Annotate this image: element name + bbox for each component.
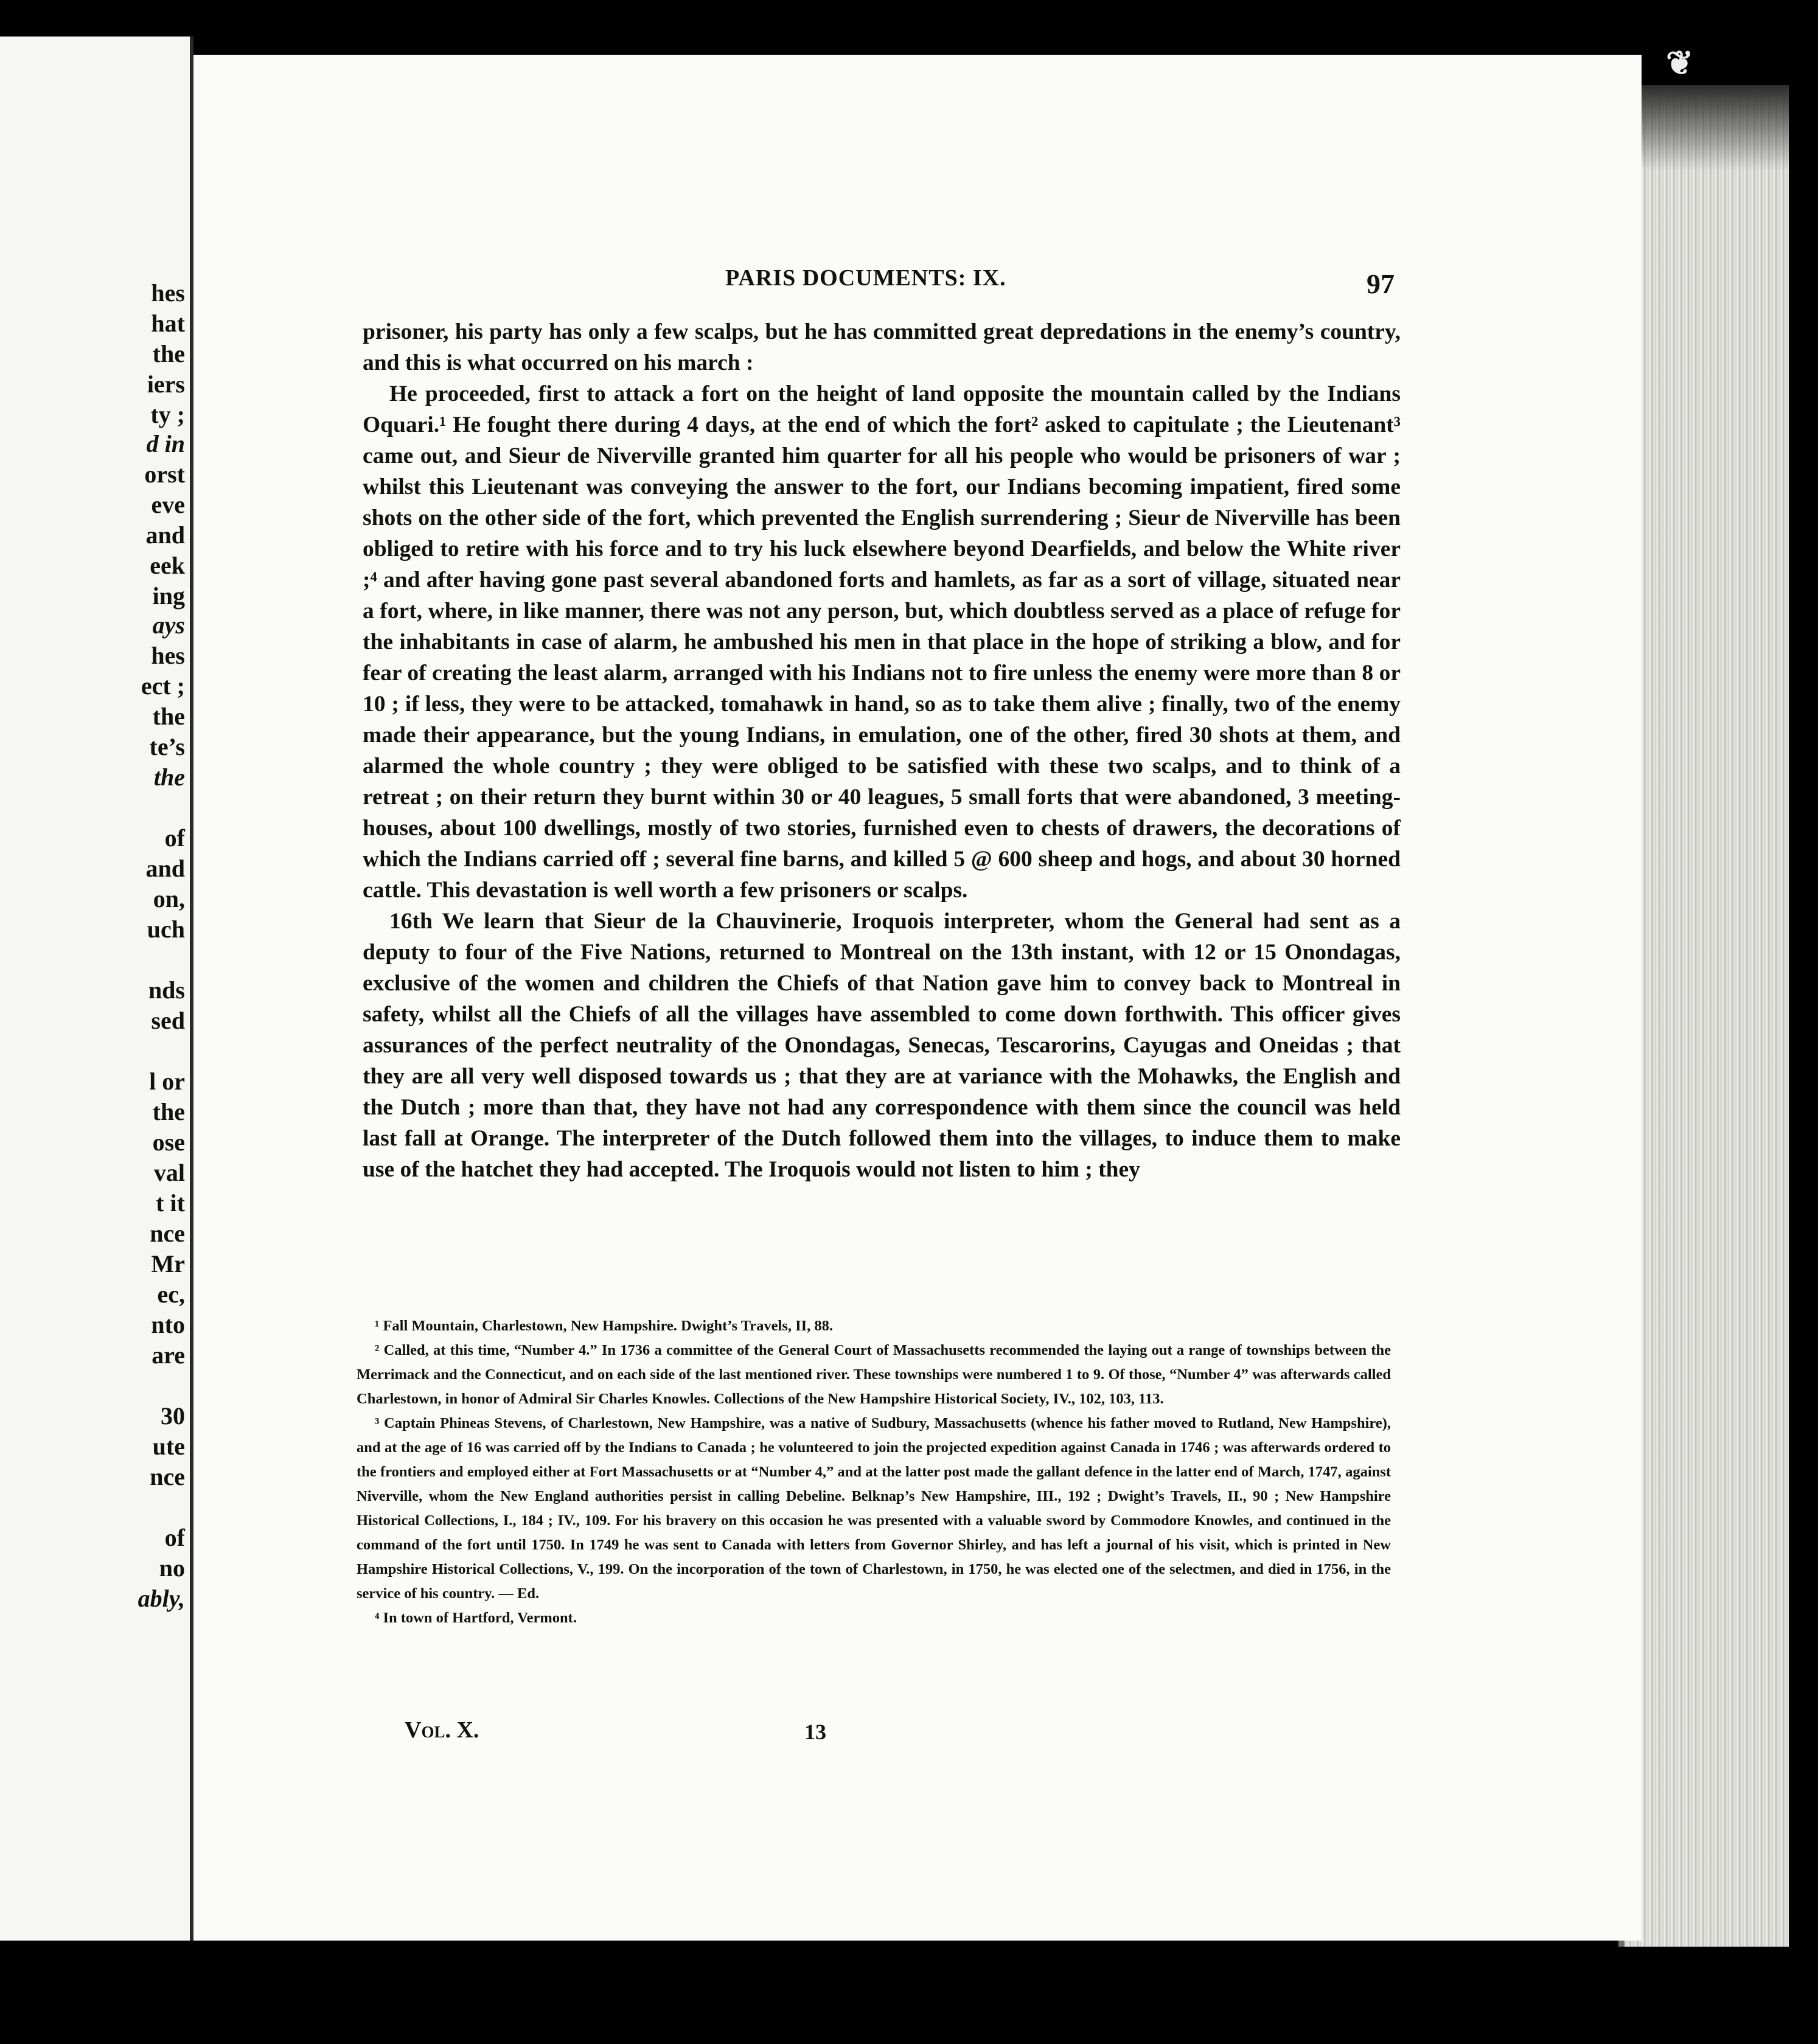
left-page-line-fragment: ose — [152, 1128, 185, 1156]
left-page-line-fragment: ec, — [157, 1281, 185, 1308]
left-page-line-fragment: of — [164, 824, 185, 852]
footnote: ⁴ In town of Hartford, Vermont. — [375, 1610, 577, 1626]
left-page-line-fragment: 30 — [161, 1402, 185, 1430]
body-text — [363, 316, 1401, 1185]
left-page-line-fragment: nds — [148, 976, 185, 1004]
paragraph: 16th We learn that Sieur de la Chauvinerie, Iroquois interpreter, whom the General had sent as a deputy to four of the Five Nations, returned to Montreal on the 13th instant, with 12 or 15 Onondagas, exclusive of the women and children the Chiefs of that Nation gave him to convey back to Montreal in safety, whilst all the Chiefs of all the villages have assembled to come down forthwith. This officer gives assurances of the perfect neutrality of the Onondagas, Senecas, Tescarorins, Cayugas and Oneidas ; that they are all very well disposed towards us ; that they are at variance with the Mohawks, the English and the Dutch ; more than that, they have not had any correspondence with them since the council was held last fall at Orange. The interpreter of the Dutch followed them into the villages, to induce them to make use of the hatchet they had accepted. The Iroquois would not listen to him ; they — [363, 909, 1401, 1182]
left-page-line-fragment: orst — [144, 461, 185, 488]
paragraph: prisoner, his party has only a few scalps, but he has committed great depredations in the enemy’s country, and this is what occurred on his march : — [363, 319, 1401, 375]
left-page-line-fragment: ect ; — [141, 672, 185, 700]
left-page-line-fragment: on, — [153, 885, 185, 912]
corner-mark: ❦ — [1666, 45, 1694, 82]
page-edges — [1618, 85, 1789, 1947]
left-page-line-fragment: t it — [156, 1189, 185, 1217]
left-page-line-fragment: l or — [149, 1068, 185, 1095]
left-page-line-fragment: d in — [146, 430, 185, 457]
left-page-line-fragment: the — [153, 763, 185, 791]
footnote: ² Called, at this time, “Number 4.” In 1736 a committee of the General Court of Massachusetts recommended the laying out a range of townships between the Merrimack and the Connecticut, and on each side of the last mentioned river. These townships were numbered 1 to 9. Of those, “Number 4” was afterwards called Charlestown, in honor of Admiral Sir Charles Knowles. Collections of the New Hampshire Historical Society, IV., 102, 103, 113. — [357, 1342, 1391, 1407]
left-page-line-fragment: ays — [152, 611, 185, 639]
page-number: 97 — [1367, 268, 1395, 299]
left-page-line-fragment: are — [152, 1341, 185, 1369]
left-page-line-fragment: the — [152, 703, 185, 730]
running-head: PARIS DOCUMENTS: IX. — [725, 265, 1006, 291]
left-page-line-fragment: ably, — [138, 1585, 185, 1612]
left-page-line-fragment: te’s — [149, 733, 185, 760]
left-page-line-fragment: the — [152, 1098, 185, 1125]
footnote: ³ Captain Phineas Stevens, of Charlestown, New Hampshire, was a native of Sudbury, Massachusetts (whence his father moved to Rutland, New Hampshire), and at the age of 16 was carried off by the Indians to Canada ; he volunteered to join the projected expedition against Canada in 1746 ; was afterwards ordered to the frontiers and employed either at Fort Massachusetts or at “Number 4,” and at the latter post made the gallant defence in the latter end of March, 1747, against Niverville, whom the New England authorities persist in calling Debeline. Belknap’s New Hampshire, III., 192 ; Dwight’s Travels, II., 90 ; New Hampshire Historical Collections, I., 184 ; IV., 109. For his bravery on this occasion he was presented with a valuable sword by Commodore Knowles, and continued in the command of the fort until 1750. In 1749 he was sent to Canada with letters from Governor Shirley, and has left a journal of his visit, which is printed in New Hampshire Historical Collections, V., 199. On the incorporation of the town of Charlestown, in 1750, he was elected one of the selectmen, and died in 1756, in the service of his country. — Ed. — [357, 1415, 1391, 1602]
left-page-line-fragment: nce — [150, 1220, 185, 1247]
footnotes — [357, 1314, 1391, 1630]
left-page-line-fragment: no — [159, 1554, 185, 1582]
left-facing-page — [0, 36, 193, 1941]
left-page-line-fragment: Mr — [151, 1250, 185, 1278]
left-page-line-fragment: hes — [151, 642, 185, 669]
left-page-line-fragment: sed — [151, 1007, 185, 1034]
left-page-line-fragment: the — [152, 340, 185, 367]
left-page-line-fragment: val — [153, 1159, 185, 1186]
footnote: ¹ Fall Mountain, Charlestown, New Hampshire. Dwight’s Travels, II, 88. — [375, 1318, 834, 1334]
left-page-line-fragment: uch — [147, 916, 185, 943]
left-page-line-fragment: eek — [150, 552, 185, 579]
left-page-line-fragment: ute — [152, 1433, 185, 1460]
left-page-line-fragment: ty ; — [150, 401, 185, 428]
left-page-line-fragment: nto — [151, 1311, 185, 1338]
left-page-line-fragment: iers — [147, 370, 185, 398]
left-page-line-fragment: ing — [152, 582, 185, 610]
volume-label: Vol. X. — [405, 1717, 479, 1743]
left-page-line-fragment: and — [145, 521, 185, 549]
left-page-line-fragment: hes — [151, 279, 185, 307]
left-page-line-fragment: of — [164, 1524, 185, 1551]
left-page-line-fragment: hat — [151, 310, 185, 337]
left-page-line-fragment: nce — [150, 1463, 185, 1490]
left-page-line-fragment: eve — [151, 491, 185, 518]
signature-mark: 13 — [804, 1720, 826, 1744]
left-page-line-fragment: and — [145, 855, 185, 882]
paragraph: He proceeded, first to attack a fort on the height of land opposite the mountain called by the Indians Oquari.¹ He fought there during 4 days, at the end of which the fort² asked to capitulate ; the Lieutenant³ came out, and Sieur de Niverville granted him quarter for all his people who would be prisoners of war ; whilst this Lieutenant was conveying the answer to the fort, our Indians becoming impatient, fired some shots on the other side of the fort, which prevented the English surrendering ; Sieur de Niverville has been obliged to retire with his force and to try his luck elsewhere beyond Dearfields, and below the White river ;⁴ and after having gone past several abandoned forts and hamlets, as far as a sort of village, situated near a fort, where, in like manner, there was not any person, but, which doubtless served as a place of refuge for the inhabitants in case of alarm, he ambushed his men in that place in the hope of striking a blow, and for fear of creating the least alarm, arranged with his Indians not to fire unless the enemy were more than 8 or 10 ; if less, they were to be attacked, tomahawk in hand, so as to take them alive ; finally, two of the enemy made their appearance, but the young Indians, in emulation, one of the other, fired 30 shots at them, and alarmed the whole country ; they were obliged to be satisfied with these two scalps, and to think of a retreat ; on their return they burnt within 30 or 40 leagues, 5 small forts that were abandoned, 3 meeting-houses, about 100 dwellings, mostly of two stories, furnished even to chests of drawers, the decorations of which the Indians carried off ; several fine barns, and killed 5 @ 600 sheep and hogs, and about 30 horned cattle. This devastation is well worth a few prisoners or scalps. — [363, 381, 1401, 903]
